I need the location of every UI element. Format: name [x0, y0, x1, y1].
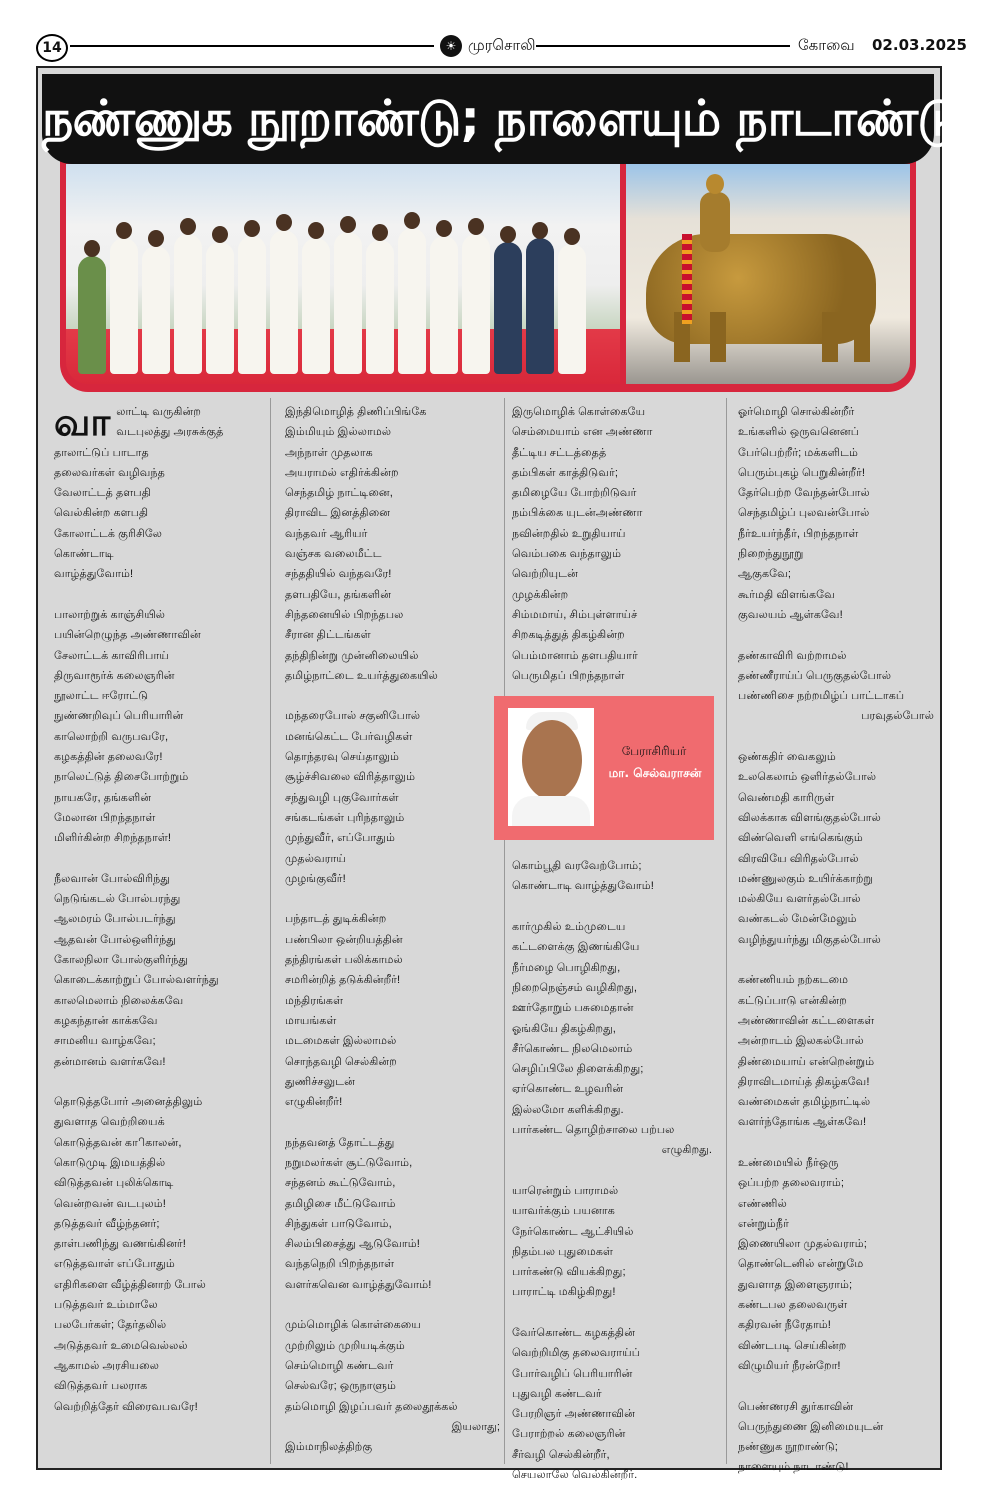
poem-line: முழங்குவீர்!: [285, 872, 346, 885]
poem-line: நவின்றதில் உறுதியாய்: [512, 527, 626, 540]
poem-line: செந்தமிழ் நாட்டினை,: [285, 487, 393, 500]
photo-person: [494, 242, 522, 374]
poem-line: நாயகரே, தங்களின்: [54, 791, 152, 804]
poem-line: சாமனிய வாழ்கவே;: [54, 1035, 156, 1048]
poem-line: கண்டபல தலைவருள்: [738, 1299, 848, 1312]
poem-line: செழிப்பிலே திளைக்கிறது;: [512, 1063, 644, 1076]
poem-line: இம்மாநிலத்திற்கு: [285, 1441, 373, 1454]
poem-line: சீரான திட்டங்கள்: [285, 629, 371, 642]
poem-line: தண்ணீராய்ப் பெருகுதல்போல்: [738, 669, 892, 682]
author-shirt: [512, 796, 590, 826]
poem-line: சீர்வழி செல்கின்றீர்,: [512, 1448, 610, 1461]
poem-line: முதல்வராய்: [285, 852, 346, 865]
column-divider: [504, 398, 505, 1464]
stanza-gap: [285, 889, 500, 909]
poem-line: நிறைந்துநூறு: [738, 548, 804, 561]
poem-line: நண்ணுக நூறாண்டு;: [738, 1441, 838, 1454]
poem-line: சிறகடித்துத் திகழ்கின்ற: [512, 629, 625, 642]
newspaper-name: முரசொலி: [468, 36, 536, 54]
edition-date: 02.03.2025: [872, 36, 967, 54]
poem-line: ஆதவன் போல்ஒளிர்ந்து: [54, 933, 176, 946]
poem-line: தேர்பெற்ற வேந்தன்போல்: [738, 487, 870, 500]
author-face: [522, 720, 582, 800]
poem-line: முழக்கின்ற: [512, 588, 569, 601]
poem-line: செந்தமிழ்ப் புலவன்போல்: [738, 507, 870, 520]
poem-line: வாழ்த்துவோம்!: [54, 568, 134, 581]
bull-leg: [710, 312, 726, 362]
poem-line: துவளாத வெற்றியைக்: [54, 1116, 165, 1129]
poem-line: இணையிலா முதல்வராம்;: [738, 1238, 867, 1251]
stanza-gap: [738, 950, 934, 970]
poem-line: மனங்கெட்ட பேர்வழிகள்: [285, 730, 413, 743]
poem-line: பண்ணிசை நற்றமிழ்ப் பாட்டாகப்: [738, 690, 905, 703]
photo-person: [462, 234, 490, 374]
poem-line: நம்பிக்கை யுடன்அண்ணா: [512, 507, 643, 520]
poem-line: பார்கண்ட தொழிற்சாலை பற்பல: [512, 1124, 675, 1137]
poem-lines: [512, 856, 712, 1140]
statue-garland: [682, 234, 692, 324]
stanza-gap: [285, 686, 500, 706]
headline-banner: [42, 74, 981, 164]
poem-line: வண்கடல் மேன்மேலும்: [738, 913, 857, 926]
author-title: பேராசிரியர்: [621, 744, 687, 758]
poem-column-2: [285, 402, 500, 1457]
poem-line: சந்தனம் கூட்டுவோம்,: [285, 1177, 396, 1190]
rising-sun-logo-icon: ☀: [440, 35, 462, 57]
poem-line: தம்பிகள் காத்திடுவர்;: [512, 466, 618, 479]
poem-line: பெருந்துணை இனிமையுடன்: [738, 1420, 884, 1433]
poem-line: விண்வெளி எங்கெங்கும்: [738, 832, 863, 845]
poem-line: ஆகுகவே;: [738, 568, 791, 581]
header-rule-right: [536, 45, 790, 47]
poem-line: பார்கண்டு வியக்கிறது;: [512, 1266, 626, 1279]
poem-line: பேரறிஞர் அண்ணாவின்: [512, 1408, 635, 1421]
poem-line: பெரும்புகழ் பெறுகின்றீர்!: [738, 466, 865, 479]
poem-line: படுத்தவர் உம்மாலே: [54, 1299, 158, 1312]
poem-line: பெருமிதப் பிறந்தநாள்: [512, 669, 625, 682]
photo-person: [302, 238, 330, 374]
poem-line: தந்திநின்று முன்னிலையில்: [285, 649, 419, 662]
poem-line: வேர்கொண்ட கழகத்தின்: [512, 1326, 636, 1339]
poem-line: தொந்தரவு செய்தாலும்: [285, 751, 400, 764]
poem-line: வளர்ந்தோங்க ஆள்கவே!: [738, 1116, 867, 1129]
poem-line: வேலாட்டத் தளபதி: [54, 487, 151, 500]
poem-line: திராவிடமாய்த் திகழ்கவே!: [738, 1075, 870, 1088]
page-number: 14: [36, 34, 68, 62]
poem-line: பேராற்றல் கலைஞரின்: [512, 1428, 626, 1441]
photo-person: [206, 242, 234, 374]
poem-line: நீர்மழை பொழிகிறது,: [512, 961, 621, 974]
poem-line: கண்ணியம் நற்கடமை: [738, 974, 849, 987]
poem-line: நுண்ணறிவுப் பெரியாரின்: [54, 710, 184, 723]
poem-line: தண்காவிரி வற்றாமல்: [738, 649, 847, 662]
poem-lines: [738, 402, 934, 706]
photo-person: [238, 236, 266, 374]
poem-line: ஆகாமல் அரசியலை: [54, 1359, 159, 1372]
poem-line: தமிழிசை மீட்டுவோம்: [285, 1197, 396, 1210]
stanza-gap: [738, 727, 934, 747]
poem-line: இருமொழிக் கொள்கையே: [512, 406, 646, 418]
poem-line: தாலாட்டுப் பாடாத: [54, 446, 149, 459]
poem-line: அண்ணாவின் கட்டளைகள்: [738, 1014, 875, 1027]
poem-line: நிதம்பல புதுமைகள்: [512, 1245, 614, 1258]
poem-line: கதிரவன் நீரேதாம்!: [738, 1319, 831, 1332]
poem-line: கழகத்தின் தலைவரே!: [54, 751, 163, 764]
poem-line: நீர்உயர்ந்தீர், பிறந்தநாள்: [738, 527, 859, 540]
poem-line: மண்ணுலகும் உயிர்க்காற்று: [738, 872, 873, 885]
poem-line: காலொற்றி வருபவரே,: [54, 730, 169, 743]
poem-line: வந்தநெறி பிறந்தநாள்: [285, 1258, 395, 1271]
poem-line: இயலாது;: [451, 1420, 500, 1433]
poem-line: மும்மொழிக் கொள்கையை: [285, 1319, 421, 1332]
poem-line: வடபுலத்து அரசுக்குத்: [116, 426, 224, 439]
poem-line: சிந்துகள் பாடுவோம்,: [285, 1217, 392, 1230]
author-box: [494, 696, 714, 840]
poem-line: போர்வழிப் பெரியாரின்: [512, 1367, 633, 1380]
poem-line: விடுத்தவன் புலிக்கொடி: [54, 1177, 174, 1190]
photo-person: [366, 240, 394, 374]
poem-line: தலைவர்கள் வழிவந்த: [54, 466, 165, 479]
photo-person: [110, 238, 138, 374]
poem-line: கொடுமுடி இமயத்தில்: [54, 1156, 166, 1169]
poem-line: இந்திமொழித் திணிப்பிங்கே: [285, 406, 427, 418]
author-photo: [508, 708, 594, 826]
poem-line: செம்மொழி கண்டவர்: [285, 1359, 394, 1372]
poem-line: தம்மொழி இழப்பவர் தலைதூக்கல்: [285, 1400, 458, 1413]
stanza-gap: [54, 849, 259, 869]
poem-line: கட்டுப்பாடு என்கின்ற: [738, 994, 847, 1007]
poem-line: கொம்பூதி வரவேற்போம்;: [512, 860, 642, 873]
poem-line: வழிந்துயர்ந்து மிகுதல்போல்: [738, 933, 881, 946]
poem-line: ஏர்கொண்ட உழவரின்: [512, 1083, 624, 1096]
header-rule-left: [70, 45, 434, 47]
poem-line: கூர்மதி விளங்கவே: [738, 588, 835, 601]
poem-line: சேலாட்டக் காவிரிபாய்: [54, 649, 169, 662]
poem-line: தாள்பணிந்து வணங்கினர்!: [54, 1238, 186, 1251]
poem-line: தடுத்தவர் வீழ்ந்தனர்;: [54, 1217, 160, 1230]
poem-line: கொடுத்தவன் காிகாலன்,: [54, 1136, 182, 1149]
poem-line: வண்மைகள் தமிழ்நாட்டில்: [738, 1096, 871, 1109]
poem-line: பாராட்டி மகிழ்கிறது!: [512, 1286, 616, 1299]
poem-line: திராவிட இனத்தினை: [285, 507, 391, 520]
poem-line: வெம்பகை வந்தாலும்: [512, 548, 622, 561]
article-frame: [36, 66, 981, 1482]
poem-line: உலகெலாம் ஒளிர்தல்போல்: [738, 771, 877, 784]
stanza-gap: [738, 1376, 934, 1396]
poem-line: மேலான பிறந்தநாள்: [54, 811, 156, 824]
poem-line: கொண்டாடி: [54, 548, 114, 561]
poem-line: வெற்றிமிகு தலைவராய்ப்: [512, 1347, 641, 1360]
poem-line: விலக்காக விளங்குதல்போல்: [738, 811, 881, 824]
poem-line: விழுமியர் நீரன்றோ!: [738, 1359, 841, 1372]
poem-line: என்றும்நீர்: [738, 1217, 789, 1230]
poem-line: தமிழ்நாட்டை உயர்த்துகையில்: [285, 669, 438, 682]
poem-line: சிம்மமாய், சிம்புள்ளாய்ச்: [512, 608, 638, 621]
poem-line: செம்மையாம் என அண்ணா: [512, 426, 653, 439]
poem-line: கழகந்தான் காக்கவே: [54, 1014, 158, 1027]
poem-lines: [285, 402, 500, 1417]
poem-line: சூழ்ச்சிவலை விரித்தாலும்: [285, 771, 416, 784]
bull-leg: [822, 312, 838, 362]
poem-line: சிந்தனையில் பிறந்தபல: [285, 608, 404, 621]
poem-line: செயலாலே வெல்கின்றீர்.: [512, 1469, 638, 1482]
stanza-gap: [285, 1112, 500, 1132]
poem-column-3: [512, 402, 712, 1485]
stanza-gap: [512, 1161, 712, 1181]
poem-line: பண்பிலா ஒன்றியத்தின்: [285, 933, 403, 946]
poem-line: வந்தவர் ஆரியர்: [285, 527, 368, 540]
photo-person: [142, 246, 170, 374]
stanza-gap: [285, 1295, 500, 1315]
edition-city: கோவை: [798, 36, 855, 54]
poem-line: குவலயம் ஆள்கவே!: [738, 608, 843, 621]
poem-line: வெண்மதி காரிருள்: [738, 791, 835, 804]
column-divider: [270, 398, 271, 1464]
poem-line: எதிரிகளை வீழ்த்தினாற் போல்: [54, 1278, 206, 1291]
poem-line: கொடைக்காற்றுப் போல்வளர்ந்து: [54, 974, 219, 987]
poem-line: ஓங்கியே திகழ்கிறது,: [512, 1022, 616, 1035]
poem-line: துணிச்சலுடன்: [285, 1075, 356, 1088]
column-divider: [726, 398, 727, 1464]
photo-person: [398, 228, 426, 374]
poem-line: வெற்றித்தேர் விரைவபவரே!: [54, 1400, 198, 1413]
poem-line: உங்களில் ஒருவனெனப்: [738, 426, 860, 439]
dropcap: வா: [54, 402, 111, 444]
poem-line: ஓர்மொழி சொல்கின்றீர்: [738, 406, 855, 418]
poem-line: நறுமலர்கள் சூட்டுவோம்,: [285, 1156, 413, 1169]
bull-leg: [854, 312, 870, 362]
poem-line: முற்றிலும் முறியடிக்கும்: [285, 1339, 405, 1352]
poem-line: காலமெலாம் நிலைக்கவே: [54, 994, 184, 1007]
poem-line: நீலவான் போல்விரிந்து: [54, 872, 171, 885]
poem-line: மல்கியே வளர்தல்போல்: [738, 893, 861, 906]
stanza-gap: [738, 1133, 934, 1153]
poem-line: தீட்டிய சட்டத்தைத்: [512, 446, 607, 459]
headline: நண்ணுக நூறாண்டு; நாளையும் நாடாண்டு!: [42, 90, 981, 147]
poem-line: நெடுங்கடல் போல்பரந்து: [54, 893, 181, 906]
poem-line: தொடுத்தபோர் அனைத்திலும்: [54, 1096, 203, 1109]
poem-line: கொண்டாடி வாழ்த்துவோம்!: [512, 880, 654, 893]
poem-line: யாவர்க்கும் பயனாக: [512, 1205, 615, 1218]
poem-line: எழுகின்றீர்!: [285, 1096, 343, 1109]
poem-line: அயராமல் எதிர்க்கின்ற: [285, 466, 399, 479]
poem-line: உண்மையில் நீர்ஒரு: [738, 1156, 839, 1169]
poem-line: விரவியே விரிதல்போல்: [738, 852, 859, 865]
poem-line: வளர்கவென வாழ்த்துவோம்!: [285, 1278, 432, 1291]
poem-line: சங்கடங்கள் புரிந்தாலும்: [285, 811, 405, 824]
poem-line: தொண்டெனில் என்றுமே: [738, 1258, 864, 1271]
poem-line: இல்லமோ களிக்கிறது.: [512, 1103, 624, 1116]
poem-line: சீர்கொண்ட நிலமெலாம்: [512, 1042, 633, 1055]
photo-person: [78, 256, 106, 374]
photo-person: [558, 244, 586, 374]
poem-line: முந்துவீர், எப்போதும்: [285, 832, 395, 845]
poem-line: திருவாரூர்க் கலைஞரின்: [54, 669, 175, 682]
poem-line: யாரென்றும் பாராமல்: [512, 1184, 619, 1197]
poem-line: எண்ணில்: [738, 1197, 787, 1210]
poem-line: சிலம்பிசைத்து ஆடுவோம்!: [285, 1238, 420, 1251]
poem-line: மந்தரைபோல் சகுனிபோல்: [285, 710, 421, 723]
author-name: மா. செல்வராசன்: [608, 766, 702, 780]
poem-line: கட்டளைக்கு இணங்கியே: [512, 941, 640, 954]
poem-column-4: [738, 402, 934, 1478]
photo-person: [526, 238, 554, 374]
poem-line: ஊர்தோறும் பசுமைதான்: [512, 1002, 634, 1015]
poem-line: திண்மையாய் என்றென்றும்: [738, 1055, 875, 1068]
poem-line: பலபேர்கள்; தேர்தலில்: [54, 1319, 167, 1332]
poem-lines: [738, 727, 934, 1478]
poem-line: அந்நாள் முதலாக: [285, 446, 373, 459]
poem-line: சொந்தவழி செல்கின்ற: [285, 1055, 397, 1068]
poem-column-1: [54, 402, 259, 1417]
poem-line: தன்மானம் வளர்கவே!: [54, 1055, 166, 1068]
poem-line: பேர்பெற்றீர்; மக்களிடம்: [738, 446, 858, 459]
poem-lines: [512, 402, 712, 686]
poem-line: எழுகிறது.: [661, 1144, 712, 1157]
photo-person: [174, 234, 202, 374]
poem-line: தந்திரங்கள் பலிக்காமல்: [285, 954, 403, 967]
poem-line: வஞ்சக வலைமீட்ட: [285, 548, 382, 561]
poem-line: வென்றவன் வடபுலம்!: [54, 1197, 166, 1210]
group-photo: [66, 164, 620, 384]
poem-line: லாட்டி வருகின்ற: [116, 406, 201, 418]
poem-line: மாயங்கள்: [285, 1014, 337, 1027]
poem-lines: [512, 1161, 712, 1486]
poem-lines: [54, 443, 259, 1417]
poem-line: சமரின்றித் தடுக்கின்றீர்!: [285, 974, 401, 987]
poem-line: மிளிர்கின்ற சிறந்தநாள்!: [54, 832, 172, 845]
stanza-gap: [512, 897, 712, 917]
poem-line: மடமைகள் இல்லாமல்: [285, 1035, 397, 1048]
poem-line: தமிழையே போற்றிடுவர்: [512, 487, 637, 500]
bull-statue-photo: [626, 164, 910, 384]
poem-line: பாலாற்றுக் காஞ்சியில்: [54, 608, 166, 621]
poem-line: புதுவழி கண்டவர்: [512, 1387, 602, 1400]
poem-line: கோலாட்டக் குரிசிலே: [54, 527, 163, 540]
poem-line: பந்தாடத் துடிக்கின்ற: [285, 913, 387, 926]
poem-line: நந்தவனத் தோட்டத்து: [285, 1136, 395, 1149]
photo-band: [60, 160, 916, 392]
poem-line: நேர்கொண்ட ஆட்சியில்: [512, 1225, 634, 1238]
poem-line: மந்திரங்கள்: [285, 994, 344, 1007]
poem-line: அடுத்தவர் உமைவெல்லல்: [54, 1339, 188, 1352]
statue-rider: [700, 192, 730, 252]
poem-line: பரவுதல்போல்: [861, 710, 934, 723]
poem-line: வெல்கின்ற களபதி: [54, 507, 149, 520]
photo-person: [430, 236, 458, 374]
poem-line: சந்ததியில் வந்தவரே!: [285, 568, 392, 581]
stanza-gap: [54, 585, 259, 605]
stanza-gap: [512, 1303, 712, 1323]
poem-line: ஒப்பற்ற தலைவராம்;: [738, 1177, 844, 1190]
stanza-gap: [738, 625, 934, 645]
poem-line: விண்டபடி செய்கின்ற: [738, 1339, 847, 1352]
poem-line: பெண்ணரசி துர்காவின்: [738, 1400, 854, 1413]
poem-line: நிறைநெஞ்சம் வழிகிறது,: [512, 981, 637, 994]
poem-line: நூலாட்ட ஈரோட்டு: [54, 690, 149, 703]
poem-line: பயின்றெழுந்த அண்ணாவின்: [54, 629, 201, 642]
poem-line: கோலநிலா போல்குளிர்ந்து: [54, 954, 189, 967]
poem-line: செல்வரே; ஒருநாளும்: [285, 1380, 397, 1393]
poem-line: ஆலமரம் போல்படர்ந்து: [54, 913, 176, 926]
poem-line: வெற்றியுடன்: [512, 568, 578, 581]
poem-line: நாலெட்டுத் திசைபோற்றும்: [54, 771, 189, 784]
dropcap-block: [54, 402, 259, 443]
photo-person: [270, 230, 298, 374]
poem-line: சந்துவழி புகுவோர்கள்: [285, 791, 399, 804]
poem-line: எடுத்தவாள் எப்போதும்: [54, 1258, 175, 1271]
stanza-gap: [54, 1072, 259, 1092]
poem-line: நாளையும் நாடாண்டு!: [738, 1461, 849, 1474]
poem-line: பெம்மானாம் தளபதியார்: [512, 649, 638, 662]
poem-line: தளபதியே, தங்களின்: [285, 588, 392, 601]
poem-line: ஒண்கதிர் வைகலும்: [738, 751, 836, 764]
page-header: [36, 33, 967, 59]
poem-line: விடுத்தவர் பலராக: [54, 1380, 148, 1393]
poem-line: இம்மியும் இல்லாமல்: [285, 426, 392, 439]
photo-person: [334, 232, 362, 374]
poem-line: அன்றாடம் இலகல்போல்: [738, 1035, 864, 1048]
poem-line: துவளாத இளைஞராம்;: [738, 1278, 853, 1291]
poem-line: கார்முகில் உம்முடைய: [512, 921, 626, 934]
